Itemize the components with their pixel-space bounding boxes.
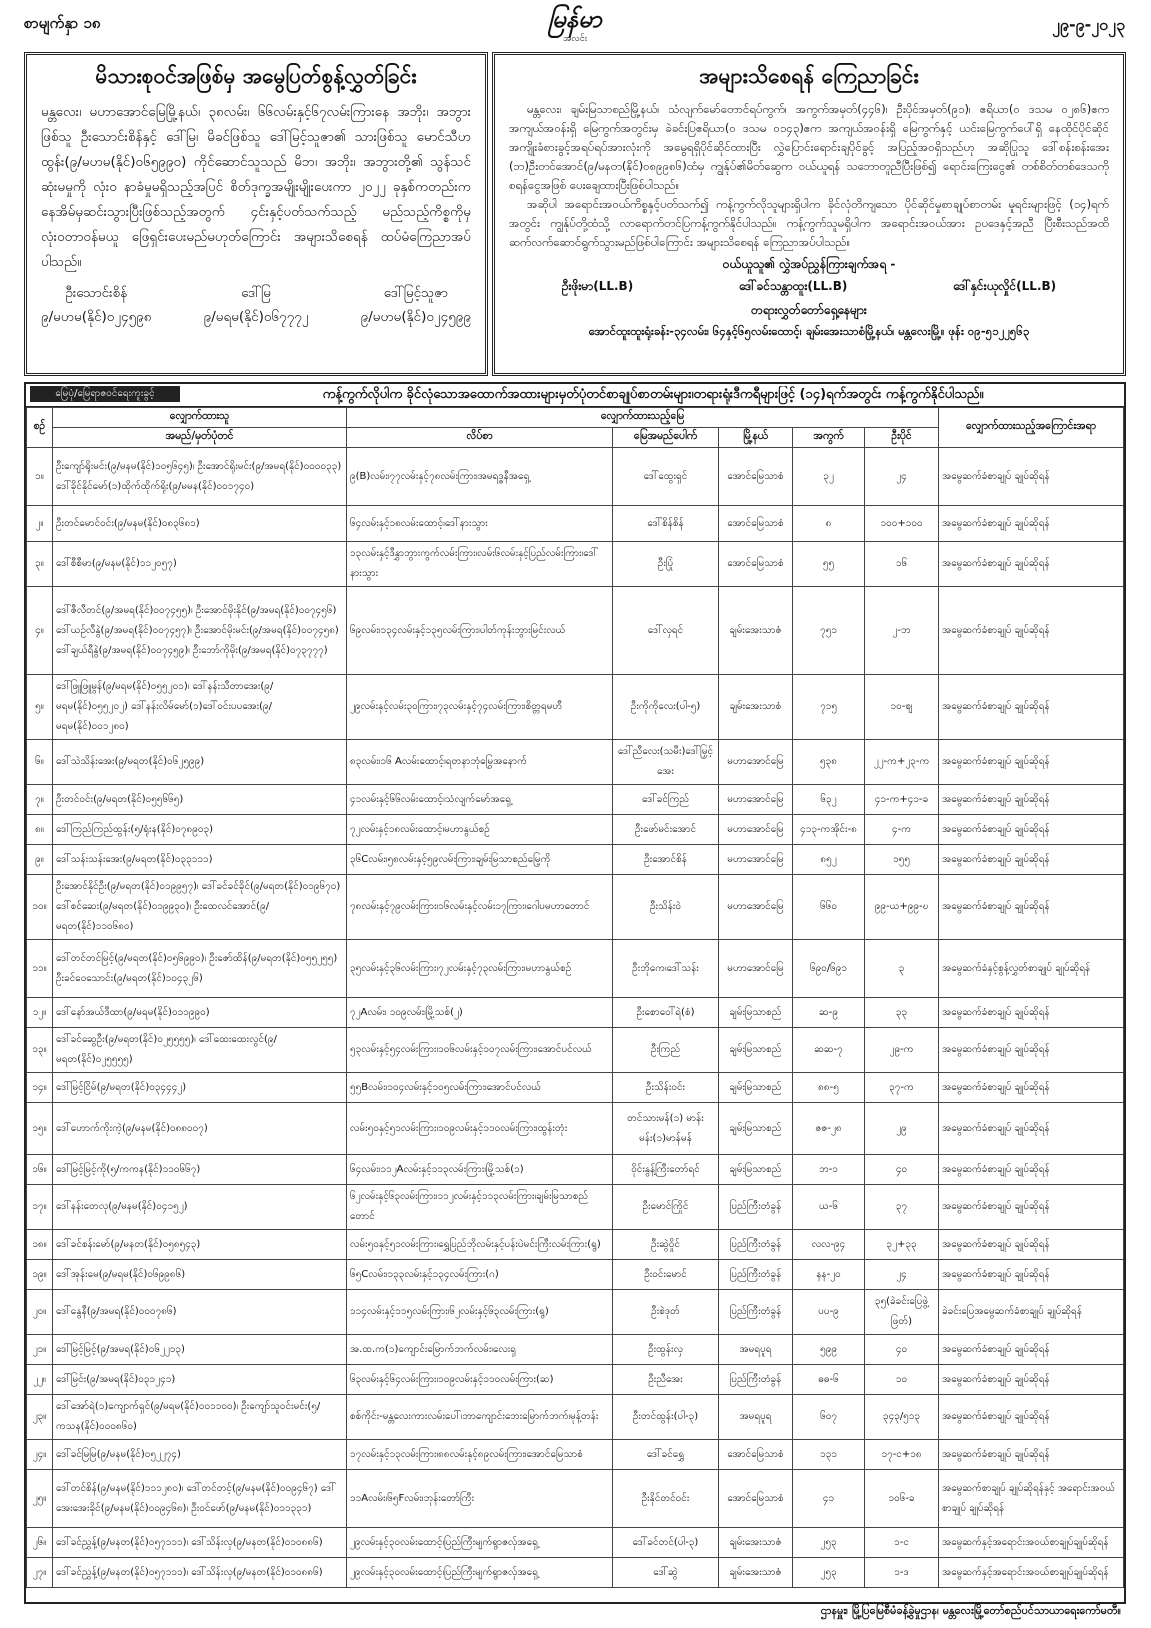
cell-address: အ.ထ.က(၁)ကျောင်းမြောက်ဘက်လမ်း၊လေးရှ xyxy=(347,1335,613,1365)
cell-no: ၁၀။ xyxy=(27,875,53,940)
cell-landname: ဒေါ်ညီလေး(သမီး)ဒေါ်မြှင့်အေး xyxy=(613,740,719,785)
cell-reason: အမွေဆက်ခံစာချုပ် ချုပ်ဆိုရန် xyxy=(939,1155,1124,1185)
cell-landname: ဦးကြည် xyxy=(613,1028,719,1073)
cell-plot: ၂၉ xyxy=(865,1103,939,1155)
cell-reason: အမွေဆက်ခံစာချုပ် ချုပ်ဆိုရန် xyxy=(939,448,1124,506)
cell-address: ၃၅လမ်းနှင့်၃၆လမ်းကြား၊၇၂လမ်းနှင့်၇၃လမ်းကြား၊မဟာနွယ်စဉ် xyxy=(347,940,613,998)
cell-no: ၂၂။ xyxy=(27,1365,53,1395)
cell-reason: အမွေဆက်ခံစာချုပ် ချုပ်ဆိုရန် xyxy=(939,1395,1124,1440)
table-header-row xyxy=(27,408,1124,428)
cell-landname: ဒေါ်ခင်တင်(ပါ-၃) xyxy=(613,1528,719,1558)
signer-name: ဒေါ်မြ xyxy=(241,285,272,301)
cell-owner: ဒေါ်မြင့်မြင့်(၉/အမရ(နိုင်)၀၆၂၂၁၃) xyxy=(53,1335,347,1365)
page-number: စာမျက်နှာ ၁၈ xyxy=(24,14,101,32)
cell-plot: ၂၄ xyxy=(865,448,939,506)
cell-block: ၈၅၂ xyxy=(793,845,865,875)
cell-township: မဟာအောင်မြေ xyxy=(719,740,793,785)
cell-owner: ဒေါ်တင်တင်မြင့်(၉/မရတ(နိုင်)၀၅၆၉၉၀)၊ ဦးဇော်ထိန်(၉/မရတ(နိုင်)၀၅၅၂၅၅) ဦးခင်ဝေသောင်း(၉/မရတ(နိုင်)၁၀၄၃၂၆) xyxy=(53,940,347,998)
disinheritance-notice xyxy=(24,52,488,376)
cell-block: ပပ-၉ xyxy=(793,1290,865,1335)
cell-address: ၇၂Aလမ်း၊ ၁၀၉လမ်း၊မြို့သစ်(၂) xyxy=(347,998,613,1028)
table-tag: မြေပုံ/မြေရာဇဝင်ရေးကူးခွင့် xyxy=(30,386,180,402)
cell-no: ၂၅။ xyxy=(27,1470,53,1528)
cell-address: ၆၃လမ်းနှင့်၆၄လမ်းကြား၊၁၀၉လမ်းနှင့်၁၁၀လမ်းကြား(ဆ) xyxy=(347,1365,613,1395)
cell-township: ချမ်းမြသာစည် xyxy=(719,1103,793,1155)
signer xyxy=(41,281,152,329)
public-notice xyxy=(492,52,1126,376)
cell-owner: ဒေါ်ဟောက်ကိုးကဲ့(၉/မနမ(နိုင်)၀၈၈၀၀၇) xyxy=(53,1103,347,1155)
cell-no: ၁၁။ xyxy=(27,940,53,998)
cell-reason: အမွေဆက်နှင့်အရောင်းအဝယ်စာချုပ်ချုပ်ဆိုရန် xyxy=(939,1528,1124,1558)
cell-township: ချမ်းအေးသာစံ xyxy=(719,675,793,740)
cell-plot: ၃၄၃/၅၁၃ xyxy=(865,1395,939,1440)
issue-date: ၂၉-၉-၂၀၂၃ xyxy=(1052,15,1125,34)
cell-no: ၃။ xyxy=(27,542,53,587)
cell-owner: ဒေါ်ခင်စန်းမော်(၉/မနတ(နိုင်)၀၅၈၅၄၃) xyxy=(53,1230,347,1260)
cell-township: အမရပူရ xyxy=(719,1395,793,1440)
cell-no: ၁၂။ xyxy=(27,998,53,1028)
cell-landname: ဦးနိုင်တင်ဝင်း xyxy=(613,1470,719,1528)
cell-block: ၈၈-၅ xyxy=(793,1073,865,1103)
cell-township: ချမ်းမြသာစည် xyxy=(719,998,793,1028)
col-reason: လျှောက်ထားသည့်အကြောင်းအရာ xyxy=(939,408,1124,448)
signer xyxy=(361,281,471,329)
cell-landname: ဦးကိုကိုလေး(ပါ-၅) xyxy=(613,675,719,740)
signer-id: ၉/မဟမ(နိုင်)၀၂၄၅၉၈ xyxy=(41,309,152,325)
col-landname: မြေအမည်ပေါက် xyxy=(613,428,719,448)
cell-block: ၅၅ xyxy=(793,542,865,587)
cell-township: မဟာအောင်မြေ xyxy=(719,815,793,845)
cell-owner: ဒေါ်ခင်ညွှန့်(၉/မနတ(နိုင်)၀၅၇၁၁၁)၊ ဒေါ်သိန်းလှ(၉/မနတ(နိုင်)၀၁၀၈၈၆) xyxy=(53,1528,347,1558)
cell-no: ၂၇။ xyxy=(27,1558,53,1588)
cell-block: ၆၃၂ xyxy=(793,785,865,815)
notice-title: အများသိစေရန် ကြေညာခြင်း xyxy=(699,64,919,88)
col-township: မြို့နယ် xyxy=(719,428,793,448)
cell-block: ၁၃၁ xyxy=(793,1440,865,1470)
cell-owner: ဒေါ်ခင်မြမြ(၉/မနမ(နိုင်)၀၅၂၂၇၄) xyxy=(53,1440,347,1470)
table-banner xyxy=(26,384,1124,407)
table-row xyxy=(27,448,1124,506)
table-row xyxy=(27,1290,1124,1335)
lawyer-name: ဒေါ်ခင်သန္တာထူး(LL.B) xyxy=(738,279,848,293)
cell-landname: ဦးဆွဲဝှိုင် xyxy=(613,1230,719,1260)
cell-block: ဓဓ-၆ xyxy=(793,1365,865,1395)
cell-plot: ၃၅(ခဲခင်းပြေဖွဲ့ဖြတ်) xyxy=(865,1290,939,1335)
cell-township: ပြည်ကြီးတံခွန် xyxy=(719,1185,793,1230)
table-row xyxy=(27,785,1124,815)
cell-owner: ဒေါ်ဖြူဖြူမွန်(၉/မရမ(နိုင်)၀၅၅၂၀၁)၊ ဒေါ်နန်းသီတာအေး(၉/မရမ(နိုင်)၀၅၅၂၀၂) ဒေါ်နန်းလိမ်မော်(၁)ဒေါ်ဝင်းပပအေး(၉/မရမ(နိုင်)၀၀၁၂၈၀) xyxy=(53,675,347,740)
cell-township: အောင်မြေသာစံ xyxy=(719,448,793,506)
cell-landname: ဒေါ်လှရင် xyxy=(613,587,719,675)
cell-landname: ဦးသိန်းဝဲ xyxy=(613,875,719,940)
instruction-lead: ဝယ်ယူသူ၏ လွှဲအပ်ညွှန်ကြားချက်အရ - xyxy=(722,257,896,271)
cell-address: ၁၇လမ်းနှင့်၁၃လမ်းကြား၊၈၈လမ်းနှင့်၈၉လမ်းကြား၊အောင်မြေသာစံ xyxy=(347,1440,613,1470)
cell-plot: ၂-ဘ xyxy=(865,587,939,675)
cell-landname: ဦးဝင်းမောင် xyxy=(613,1260,719,1290)
cell-address: ၆၂လမ်းနှင့်၆၃လမ်းကြား၊၁၁၂လမ်းနှင့်၁၁၃လမ်းကြား၊ချမ်းမြသာစည်တောင် xyxy=(347,1185,613,1230)
table-row xyxy=(27,1440,1124,1470)
cell-address: လမ်း၅၀နှင့်၅၁လမ်းကြား၊၁၀၉လမ်းနှင့်၁၁၀လမ်းကြား၊ထွန်းတုံး xyxy=(347,1103,613,1155)
table-row xyxy=(27,1470,1124,1528)
cell-landname: ဦးထွန်းလှ xyxy=(613,1335,719,1365)
notice-para-2: အဆိုပါ အရောင်းအဝယ်ကိစ္စနှင့်ပတ်သက်၍ ကန့်ကွက်လိုသူများရှိပါက ခိုင်လုံတိကျသော ပိုင်ဆိုင်မှုစာချုပ်စာတမ်း မူရင်းများဖြင့် (၁၄)ရက်အတွင်း ကျွန်ုပ်တို့ထံသို့ လာရောက်တင်ပြကန့်ကွက်နိုင်ပါသည်။ ကန့်ကွက်သူမရှိပါက အရောင်းအဝယ်အား ဥပဒေနှင့်အညီ ပြီးစီးသည်အထိ ဆက်လက်ဆောင်ရွက်သွားမည်ဖြစ်ပါကြောင်း အများသိစေရန် ကြေညာအပ်ပါသည်။ xyxy=(509,197,1109,249)
cell-landname: ဦးဖော်မင်းအောင် xyxy=(613,815,719,845)
lawyer-name: ဒေါ်နှင်းယုလှိုင်(LL.B) xyxy=(953,279,1057,293)
cell-plot: ၁-ဒ xyxy=(865,1558,939,1588)
table-row xyxy=(27,1260,1124,1290)
cell-township: အောင်မြေသာစံ xyxy=(719,1440,793,1470)
signer-name: ဦးသောင်းစိန် xyxy=(65,285,128,301)
table-row xyxy=(27,1103,1124,1155)
cell-township: မဟာအောင်မြေ xyxy=(719,785,793,815)
cell-owner: ဒေါ်ခင်ညွှန့်(၉/မနတ(နိုင်)၀၅၇၁၁၁)၊ ဒေါ်သိန်းလှ(၉/မနတ(နိုင်)၀၁၀၈၈၆) xyxy=(53,1558,347,1588)
cell-owner: ဒေါ်ကြည်ကြည်ထွန်း(၅/ရုံးန(နိုင်)၀၇၈၉၀၃) xyxy=(53,815,347,845)
cell-address: ၁၁Aလမ်း၊၆၅Fလမ်း၊ဘုန်းတော်ကြီး xyxy=(347,1470,613,1528)
cell-reason: အမွေဆက်ခံစာချုပ် ချုပ်ဆိုရန် xyxy=(939,1103,1124,1155)
cell-no: ၁၇။ xyxy=(27,1185,53,1230)
cell-owner: ဒေါ်သဲသိန်းအေး(၉/မရတ(နိုင်)၀၆၂၅၉၉) xyxy=(53,740,347,785)
cell-landname: ဦးသိန်းဝင်း xyxy=(613,1073,719,1103)
cell-block: ၆၉၀/၆၉၁ xyxy=(793,940,865,998)
cell-reason: အမွေဆက်ခံစာချုပ် ချုပ်ဆိုရန် xyxy=(939,1230,1124,1260)
cell-plot: ၁၀၆-ခ xyxy=(865,1470,939,1528)
cell-address: ၆၅Cလမ်း၊၁၃၃လမ်းနှင့်၁၃၄လမ်းကြား(ဂ) xyxy=(347,1260,613,1290)
cell-plot: ၁၅၅ xyxy=(865,845,939,875)
col-plot: ဦးပိုင် xyxy=(865,428,939,448)
cell-block: ၅၃၈ xyxy=(793,740,865,785)
cell-address: ၇၈လမ်းနှင့်၇၉လမ်းကြား၊၁၆လမ်းနှင့်လမ်း၁၇ကြား၊ဂေါပမဟာတောင် xyxy=(347,875,613,940)
cell-plot: ၁၇-င+၁၈ xyxy=(865,1440,939,1470)
cell-township: အမရပူရ xyxy=(719,1335,793,1365)
table-row xyxy=(27,998,1124,1028)
cell-block: ၂၅၃ xyxy=(793,1528,865,1558)
cell-reason: အမွေဆက်ခံစာချုပ် ချုပ်ဆိုရန် xyxy=(939,815,1124,845)
cell-no: ၂၃။ xyxy=(27,1395,53,1440)
table-row xyxy=(27,506,1124,542)
cell-reason: အမွေဆက်ခံစာချုပ် ချုပ်ဆိုရန် xyxy=(939,542,1124,587)
cell-block: ၆၆၀ xyxy=(793,875,865,940)
footer-signature: ဌာနမှူး၊ မြို့ပြမြေစီမံခန့်ခွဲမှုဌာန၊ မန္တလေးမြို့တော်စည်ပင်သာယာရေးကော်မတီ။ xyxy=(820,1604,1121,1617)
cell-address: ၆၄လမ်း၊၁၁၂Aလမ်းနှင့်၁၁၃လမ်းကြား၊မြို့သစ်(၁) xyxy=(347,1155,613,1185)
cell-landname: ဦးစဲဒုတ် xyxy=(613,1290,719,1335)
firm-address: အောင်ထူးထူးရုံးခန်း-၃၄လမ်း၊ ၆၄နှင့်၆၅လမ်းထောင့်၊ ချမ်းအေးသာစံမြို့နယ်၊ မန္တလေးမြို့။ ဖုန်း ၀၉-၅၁၂၂၅၆၃ xyxy=(588,324,1030,338)
cell-reason: အမွေဆက်စာချုပ် ချုပ်ဆိုရန်နှင့် အရောင်းအဝယ်စာချုပ် ချုပ်ဆိုရန် xyxy=(939,1470,1124,1528)
table-body xyxy=(27,448,1124,1588)
cell-owner: ဒေါ်မြင့်ငြိမ်(၉/မရတ(နိုင်)၀၃၄၄၄၂) xyxy=(53,1073,347,1103)
cell-plot: ၄၁-က+၄၁-ခ xyxy=(865,785,939,815)
cell-owner: ဦးအောင်နိုင်ဦး(၉/မရတ(နိုင်)၀၁၉၉၅၇)၊ ဒေါ်ခင်ခင်ခိုင်(၉/မရတ(နိုင်)၀၁၉၆၇၀) ဒေါ်စင်ဆေး(၉/မရတ(နိုင်)၀၁၉၉၃၀)၊ ဦးထေလင်အောင်(၉/မရတ(နိုင်)၁၁၀၆၈၀) xyxy=(53,875,347,940)
cell-owner: ဒေါ်သန်းသန်းအေး(၉/မရတ(နိုင်)၀၃၃၁၁၁) xyxy=(53,845,347,875)
cell-no: ၈။ xyxy=(27,815,53,845)
cell-township: ချမ်းအေးသာဇံ xyxy=(719,587,793,675)
cell-township: မဟာအောင်မြေ xyxy=(719,845,793,875)
cell-landname: ဒေါ်ခင်ရွှေ xyxy=(613,1440,719,1470)
cell-reason: အမွေဆက်ခံစာချုပ် ချုပ်ဆိုရန် xyxy=(939,1260,1124,1290)
cell-no: ၁၄။ xyxy=(27,1073,53,1103)
cell-block: လလ-၉၄ xyxy=(793,1230,865,1260)
cell-reason: အမွေဆက်ခံစာချုပ် ချုပ်ဆိုရန် xyxy=(939,845,1124,875)
cell-township: အောင်မြေသာစံ xyxy=(719,506,793,542)
cell-township: ချမ်းမြသာစည် xyxy=(719,1155,793,1185)
col-applicant: လျှောက်ထားသူ xyxy=(53,408,347,428)
cell-no: ၇။ xyxy=(27,785,53,815)
logo-sub: အလင်း xyxy=(563,34,587,44)
cell-plot: ၉၉-ယ+၉၉-ဎ xyxy=(865,875,939,940)
cell-owner: ဒေါ်နန်းတေလု(၉/မနမ(နိုင်)၀၄၁၅၂) xyxy=(53,1185,347,1230)
table-row xyxy=(27,875,1124,940)
cell-township: ပြည်ကြီးတံခွန် xyxy=(719,1260,793,1290)
cell-address: ၂၉လမ်းနှင့်၃၀လမ်းထောင့်၊ပြည်ကြီးမျက်ရွာဇလှ်အရှေ့ xyxy=(347,1528,613,1558)
cell-address: ၈၃လမ်း၊၁၆ Aလမ်းထောင့်၊ရတနာဘုံမြွေအနောက် xyxy=(347,740,613,785)
cell-plot: ၄၀ xyxy=(865,1335,939,1365)
table-row xyxy=(27,1185,1124,1230)
cell-reason: အမွေဆက်ခံစာချုပ် ချုပ်ဆိုရန် xyxy=(939,1073,1124,1103)
cell-owner: ဒေါ်အော်ရဲ(၁)ကျောက်ရှင်(၉/မရမ(နိုင်)၀၀၁၁၀၀)၊ ဦးကျော်သူဝင်းမင်း(၅/ကသန(နိုင်)၀၀၀၈၆၀) xyxy=(53,1395,347,1440)
cell-block: နန-၂၀ xyxy=(793,1260,865,1290)
cell-reason: အမွေဆက်ခံစာချုပ် ချုပ်ဆိုရန် xyxy=(939,740,1124,785)
cell-block: ၇၅၁ xyxy=(793,587,865,675)
cell-plot: ၁၀ xyxy=(865,1365,939,1395)
cell-reason: အမွေဆက်ခံစာချုပ် ချုပ်ဆိုရန် xyxy=(939,1335,1124,1365)
cell-township: ပြည်ကြီးတံခွန် xyxy=(719,1290,793,1335)
table-row xyxy=(27,740,1124,785)
table-row xyxy=(27,1335,1124,1365)
cell-landname: ဒေါ်ထွေးရှင် xyxy=(613,448,719,506)
cell-address: ၅၅Bလမ်း၊၁၀၄လမ်းနှင့်၁၀၅လမ်းကြား၊အောင်ပင်လယ် xyxy=(347,1073,613,1103)
firm-label: တရားလွှတ်တော်ရှေ့နေများ xyxy=(751,303,867,317)
cell-township: ချမ်းအေးသာဇံ xyxy=(719,1558,793,1588)
cell-no: ၂၀။ xyxy=(27,1290,53,1335)
cell-address: ၁၁၄လမ်းနှင့်၁၁၅လမ်းကြား၊၆၂လမ်းနှင့်၆၃လမ်းကြား(ရွ) xyxy=(347,1290,613,1335)
lawyer-name: ဦးဖိုးမာ(LL.B) xyxy=(561,279,634,293)
cell-reason: အမွေဆက်ခံစာချုပ် ချုပ်ဆိုရန် xyxy=(939,506,1124,542)
cell-block: ၆၀၇ xyxy=(793,1395,865,1440)
cell-owner: ဒေါ်တင်စိန်(၉/မနမ(နိုင်)၁၁၁၂၈၀)၊ ဒေါ်တင်တင့်(၉/မနမ(နိုင်)၀၀၉၄၆၇) ဒေါ်အေးအေးခိုင်(၉/မနမ(နိုင်)၀၀၉၄၆၈)၊ ဦးဝင်ဖော်(၉/မနမ(နိုင်)၀၁၁၃၃၁) xyxy=(53,1470,347,1528)
cell-no: ၂၄။ xyxy=(27,1440,53,1470)
table-row xyxy=(27,940,1124,998)
signer-id: ၉/မရမ(နိုင်)၀၆၇၇၇၂ xyxy=(203,309,309,325)
cell-township: မဟာအောင်မြေ xyxy=(719,875,793,940)
cell-block: ၇၁၅ xyxy=(793,675,865,740)
cell-reason: အမွေဆက်ခံနှင့်စွန့်လွှတ်စာချုပ် ချုပ်ဆိုရန် xyxy=(939,940,1124,998)
cell-landname: ဦးအောင်စိန် xyxy=(613,845,719,875)
cell-address: ၆၄လမ်းနှင့်၁၈လမ်းထောင့်၊ဒေါ်နားသွား xyxy=(347,506,613,542)
cell-township: ပြည်ကြီးတံခွန် xyxy=(719,1365,793,1395)
cell-township: အောင်မြေသာစံ xyxy=(719,542,793,587)
cell-owner: ဦးကျော်ရိုးမင်း(၉/မနမ(နိုင်)၁၀၅၆၄၅)၊ ဦးအောင်ရိုးမင်း(၉/အမရ(နိုင်)၀၀၀၀၃၃) ဒေါ်ခိုင်နိုင်မော်(၁)ထိုက်ထိုက်ရိုး(၉/မမန(နိုင်)၀၀၁၇၄၀) xyxy=(53,448,347,506)
cell-owner: ဒေါ်မြင်း(၉/အမရ(နိုင်)၀၃၁၂၄၁) xyxy=(53,1365,347,1395)
cell-address: ၆၉လမ်း၊၁၃၄လမ်းနှင့်၁၃၅လမ်းကြား၊ပါတ်ကုန်းဘွားမြင်းလယ် xyxy=(347,587,613,675)
cell-plot: ၁၀၀+၁၀၀ xyxy=(865,506,939,542)
cell-plot: ၃၃ xyxy=(865,998,939,1028)
cell-no: ၂။ xyxy=(27,506,53,542)
cell-landname: ဒေါ်ဆွဲ xyxy=(613,1558,719,1588)
cell-block: ၃၂ xyxy=(793,448,865,506)
cell-owner: ဦးတင်မောင်ဝင်း(၉/မနမ(နိုင်)၀၈၃၆၈၁) xyxy=(53,506,347,542)
cell-owner: ဒေါ်မြင့်မြင့်ကို(၅/ကကန(နိုင်)၁၁၀၆၆၇) xyxy=(53,1155,347,1185)
cell-address: ၉(B)လမ်း၊၇၇လမ်းနှင့်၇၈လမ်းကြား၊အမရဒ္ဓနီအရှေ့ xyxy=(347,448,613,506)
cell-no: ၁၉။ xyxy=(27,1260,53,1290)
signers xyxy=(41,281,471,329)
cell-plot: ၄-က xyxy=(865,815,939,845)
cell-block: ဘ-၁ xyxy=(793,1155,865,1185)
cell-block: ၈ xyxy=(793,506,865,542)
cell-no: ၁၈။ xyxy=(27,1230,53,1260)
cell-no: ၅။ xyxy=(27,675,53,740)
table-row xyxy=(27,675,1124,740)
table-row xyxy=(27,1395,1124,1440)
cell-no: ၁၆။ xyxy=(27,1155,53,1185)
cell-owner: ဒေါ်ခင်ဆွေဦး(၉/မရတ(နိုင်)၀၂၅၅၅၅)၊ ဒေါ်ထေးထေးလွင်(၉/မရတ(နိုင်)၀၂၅၅၅၅) xyxy=(53,1028,347,1073)
cell-landname: ဦးစောဝေါ်ရဲ(စံ) xyxy=(613,998,719,1028)
cell-reason: အမွေဆက်ခံစာချုပ် ချုပ်ဆိုရန် xyxy=(939,1440,1124,1470)
signer-name: ဒေါ်မြင့်သူဇာ xyxy=(383,285,448,301)
cell-block: ၂၅၃ xyxy=(793,1558,865,1588)
cell-address: ၂၉လမ်းနှင့်လမ်း၃၀ကြား၊၇၃လမ်းနှင့်၇၄လမ်းကြား၊စိတ္တရမဟီ xyxy=(347,675,613,740)
cell-landname: ဦးမောင်ကြိုင် xyxy=(613,1185,719,1230)
cell-plot: ၂၉-က xyxy=(865,1028,939,1073)
cell-plot: ၂၂-က+၂၃-က xyxy=(865,740,939,785)
lawyer-names xyxy=(509,278,1109,296)
notice-para-1: မန္တလေး၊ ချမ်းမြသာစည်မြို့နယ်၊ သံလျက်မော်တောင်ရပ်ကွက်၊ အကွက်အမှတ်(၄၄၆)၊ ဦးပိုင်အမှတ်(၉၁)၊ ဧရိယာ(၀ ဒသမ ၀၂၈၆)ဧက အကျယ်အဝန်းရှိ မြေကွက်အတွင်းမှ ခဲခင်းပြဧရိယာ(၀ ဒသမ ၀၁၄၃)ဧက အကျယ်အဝန်းရှိ မြေကွက်နှင့် ယင်းမြေကွက်ပေါ်ရှိ နေထိုင်ပိုင်ဆိုင်အကျိုးခံစားခွင့်အရပ်ရပ်အားလုံးကို အမွေရရှိပိုင်ဆိုင်ထားပြီး လွှဲပြောင်းရောင်းချပိုင်ခွင့် အပြည့်အဝရှိသည်ဟု အဆိုပြုသူ ဒေါ်စန်းစန်းအေး (ဘ)ဦးတင်အောင်(၉/မနတ(နိုင်)၀၈၉၉၈၆)ထံမှ ကျွန်ုပ်၏မိတ်ဆွေက ဝယ်ယူရန် သဘောတူညီပြီးဖြစ်၍ ရောင်းကြေးငွေ၏ တစ်စိတ်တစ်ဒေသကို စရန်ငွေအဖြစ် ပေးချေထားပြီးဖြစ်ပါသည်။ xyxy=(509,102,1109,192)
cell-reason: အမွေဆက်ခံစာချုပ် ချုပ်ဆိုရန် xyxy=(939,587,1124,675)
signer xyxy=(204,281,309,329)
cell-no: ၁၃။ xyxy=(27,1028,53,1073)
cell-owner: ဒေါ်စီစီမာ(၉/မနမ(နိုင်)၁၁၂၀၅၇) xyxy=(53,542,347,587)
land-application-table xyxy=(24,382,1126,1604)
cell-plot: ၁-င xyxy=(865,1528,939,1558)
cell-address: စစ်ကိုင်း-မန္တလေးကားလမ်းပေါ်၊ဘာကျောင်းဘေးမြောက်ဘက်၊မုန့်တန်း xyxy=(347,1395,613,1440)
table-title: ကန့်ကွက်လိုပါက ခိုင်လုံသောအထောက်အထားများမှတ်ပုံတင်စာချုပ်စာတမ်းများ၊တရားရုံးဒီကရီများဖြင့် (၁၄)ရက်အတွင်း ကန့်ကွက်နိုင်ပါသည်။ xyxy=(322,387,984,402)
cell-landname: ဦးတင်ထွန်း(ပါ-၃) xyxy=(613,1395,719,1440)
cell-landname: ဦးဘိုကေ၊ဒေါ်သန်း xyxy=(613,940,719,998)
cell-township: ချမ်းမြသာစည် xyxy=(719,1028,793,1073)
cell-township: ချမ်းအေးသာဇံ xyxy=(719,1528,793,1558)
cell-township: မဟာအောင်မြေ xyxy=(719,940,793,998)
cell-landname: တင်သားမန်(၁) မာန်းမန်း(၁)မာန်မန် xyxy=(613,1103,719,1155)
logo-text: မြန်မာ xyxy=(548,4,602,33)
cell-address: ၄၁လမ်းနှင့်၆၆လမ်းထောင့်၊သံလျက်မော်အရှေ့ xyxy=(347,785,613,815)
cell-landname: ဦးညီအေး xyxy=(613,1365,719,1395)
cell-owner: ဒေါ်အုန်းမေ(၉/မရမ(နိုင်)၀၆၉၉၈၆) xyxy=(53,1260,347,1290)
cell-block: ဆ-၉ xyxy=(793,998,865,1028)
cell-block: ၄၁ xyxy=(793,1470,865,1528)
table-row xyxy=(27,815,1124,845)
notice-body: မန္တလေး၊ မဟာအောင်မြေမြို့နယ်၊ ၃၈လမ်း၊ ၆၆လမ်းနှင့်၆၇လမ်းကြားနေ အဘိုး၊ အဘွား ဖြစ်သူ ဦးသောင်းစိန်နှင့် ဒေါ်မြ၊ မိခင်ဖြစ်သူ ဒေါ်မြင့်သူဇာ၏ သားဖြစ်သူ မောင်သီဟထွန်း(၉/မဟမ(နိုင်)၀၆၅၉၉၀) ကိုင်ဆောင်သူသည် မိဘ၊ အဘိုး၊ အဘွားတို့၏ သွန်သင်ဆုံးမမှုကို လုံး၀ နာခံမှုမရှိသည့်အပြင် စိတ်ဒုက္ခအမျိုးမျိုးပေးကာ ၂၀၂၂ ခုနှစ်ကတည်းက နေအိမ်မှဆင်းသွားပြီးဖြစ်သည့်အတွက် ၄င်းနှင့်ပတ်သက်သည့် မည်သည့်ကိစ္စကိုမှ လုံး၀တာဝန်မယူ ဖြေရှင်းပေးမည်မဟုတ်ကြောင်း အများသိစေရန် ထပ်မံကြေညာအပ်ပါသည်။ xyxy=(41,104,471,270)
table-row xyxy=(27,1155,1124,1185)
cell-reason: အမွေဆက်နှင့်အရောင်းအဝယ်စာချုပ်ချုပ်ဆိုရန် xyxy=(939,1558,1124,1588)
cell-owner: ဒေါ်နော်အယ်ဒီထာ(၉/မရမ(နိုင်)၀၁၁၉၉၀) xyxy=(53,998,347,1028)
cell-plot: ၃၇-က xyxy=(865,1073,939,1103)
col-owner: အမည်/မှတ်ပုံတင် xyxy=(53,428,347,448)
table-row xyxy=(27,542,1124,587)
applications-table xyxy=(26,407,1124,1588)
cell-block: ဆဆ-၇ xyxy=(793,1028,865,1073)
table-row xyxy=(27,587,1124,675)
cell-reason: အမွေဆက်ခံစာချုပ် ချုပ်ဆိုရန် xyxy=(939,1185,1124,1230)
col-block: အကွက် xyxy=(793,428,865,448)
cell-reason: အမွေဆက်ခံစာချုပ် ချုပ်ဆိုရန် xyxy=(939,785,1124,815)
cell-block: ၅၉၉ xyxy=(793,1335,865,1365)
cell-no: ၉။ xyxy=(27,845,53,875)
cell-owner: ဒေါ်ဇီလီတင်(၉/အမရ(နိုင်)၀၀၇၄၅၅)၊ ဦးအောင်မိုးနိုင်(၉/အမရ(နိုင်)၀၀၇၄၅၆) ဒေါ်ယဉ်လီနွဲ(၉/အမရ(နိုင်)၀၀၇၄၅၇)၊ ဦးအောင်မိုးမင်း(၉/အမရ(နိုင်)၀၀၇၄၅၈) ဒေါ်ချယ်ရီနွဲ(၉/အမရ(နိုင်)၀၀၇၄၅၉)၊ ဦးဘော်ကိုမိုး(၉/အမရ(နိုင်)၀၇၃၇၇၇) xyxy=(53,587,347,675)
cell-plot: ၁၀-ဈ xyxy=(865,675,939,740)
cell-township: အောင်မြေသာစံ xyxy=(719,1470,793,1528)
cell-owner: ဦးတင်ဝင်း(၉/မရတ(နိုင်)၀၅၅၆၆၅) xyxy=(53,785,347,815)
cell-address: ၇၂လမ်းနှင့်၁၈လမ်းထောင့်၊မဟာနွယ်စဉ် xyxy=(347,815,613,845)
table-row xyxy=(27,845,1124,875)
cell-no: ၁။ xyxy=(27,448,53,506)
cell-landname: ဝိုင်းနွန့်ကြီးတော်ရင် xyxy=(613,1155,719,1185)
cell-plot: ၁၆ xyxy=(865,542,939,587)
cell-township: ချမ်းမြသာစည် xyxy=(719,1073,793,1103)
cell-plot: ၃၇ xyxy=(865,1185,939,1230)
cell-reason: အမွေဆက်ခံစာချုပ် ချုပ်ဆိုရန် xyxy=(939,998,1124,1028)
cell-address: လမ်း၅၀နှင့်၅၁လမ်းကြား၊ရွှေပြည်ဘိုလမ်းနှင့်ပန်းပဲမင်းကြီးလမ်းကြား(ရွ) xyxy=(347,1230,613,1260)
col-address: လိပ်စာ xyxy=(347,428,613,448)
cell-reason: အမွေဆက်ခံစာချုပ် ချုပ်ဆိုရန် xyxy=(939,675,1124,740)
cell-block: ယ-၆ xyxy=(793,1185,865,1230)
cell-no: ၆။ xyxy=(27,740,53,785)
cell-plot: ၂၄ xyxy=(865,1260,939,1290)
cell-no: ၂၁။ xyxy=(27,1335,53,1365)
cell-block: ၄၁၃-ကအိုင်း-၈ xyxy=(793,815,865,845)
cell-reason: ခဲခင်းပြေအမွေဆက်ခံစာချုပ် ချုပ်ဆိုရန် xyxy=(939,1290,1124,1335)
cell-plot: ၃၂+၃၃ xyxy=(865,1230,939,1260)
page-header xyxy=(0,0,1151,50)
cell-plot: ၄၀ xyxy=(865,1155,939,1185)
cell-township: ပြည်ကြီးတံခွန် xyxy=(719,1230,793,1260)
cell-landname: ဒေါ်စိန်စိန် xyxy=(613,506,719,542)
signer-id: ၉/မဟမ(နိုင်)၀၂၄၅၉၉ xyxy=(360,309,471,325)
cell-reason: အမွေဆက်ခံစာချုပ် ချုပ်ဆိုရန် xyxy=(939,1028,1124,1073)
cell-reason: အမွေဆက်ခံစာချုပ် ချုပ်ဆိုရန် xyxy=(939,875,1124,940)
table-row xyxy=(27,1528,1124,1558)
cell-landname: ဒေါ်ခင်ကြည် xyxy=(613,785,719,815)
table-row xyxy=(27,1073,1124,1103)
cell-no: ၁၅။ xyxy=(27,1103,53,1155)
cell-plot: ၃ xyxy=(865,940,939,998)
table-row xyxy=(27,1230,1124,1260)
cell-reason: အမွေဆက်ခံစာချုပ် ချုပ်ဆိုရန် xyxy=(939,1365,1124,1395)
col-no: စဉ် xyxy=(27,408,53,448)
cell-owner: ဒေါ်နွေနီ(၉/အမရ(နိုင်)၀၀၀၇၈၆) xyxy=(53,1290,347,1335)
table-row xyxy=(27,1365,1124,1395)
cell-address: ၁၃လမ်းနှင့်ဒီနွှာဘွားကွက်လမ်းကြား၊လမ်း၆လမ်းနှင့်ပြည်လမ်းကြား၊ဒေါ်နားသွား xyxy=(347,542,613,587)
notice-title: မိသားစုဝင်အဖြစ်မှ အမွေပြတ်စွန့်လွှတ်ခြင်း xyxy=(95,64,417,88)
col-land: လျှောက်ထားသည့်မြေ xyxy=(347,408,939,428)
newspaper-logo xyxy=(505,4,645,46)
table-row xyxy=(27,1558,1124,1588)
cell-no: ၂၆။ xyxy=(27,1528,53,1558)
cell-address: ၂၉လမ်းနှင့်၃၀လမ်းထောင့်၊ပြည်ကြီးမျက်ရွာဇလှ်အရှေ့ xyxy=(347,1558,613,1588)
cell-landname: ဦးပြုံ xyxy=(613,542,719,587)
cell-block: ဇဇ-၂၈ xyxy=(793,1103,865,1155)
cell-address: ၅၃လမ်းနှင့်၅၄လမ်းကြား၊၁၀၆လမ်းနှင့်၁၀၇လမ်းကြား၊အောင်ပင်လယ် xyxy=(347,1028,613,1073)
cell-address: ၃၆Cလမ်း၊၅၈လမ်းနှင့်၅၉လမ်းကြား၊ချမ်းမြသာစည်မြေ့ကို xyxy=(347,845,613,875)
cell-no: ၄။ xyxy=(27,587,53,675)
table-row xyxy=(27,1028,1124,1073)
